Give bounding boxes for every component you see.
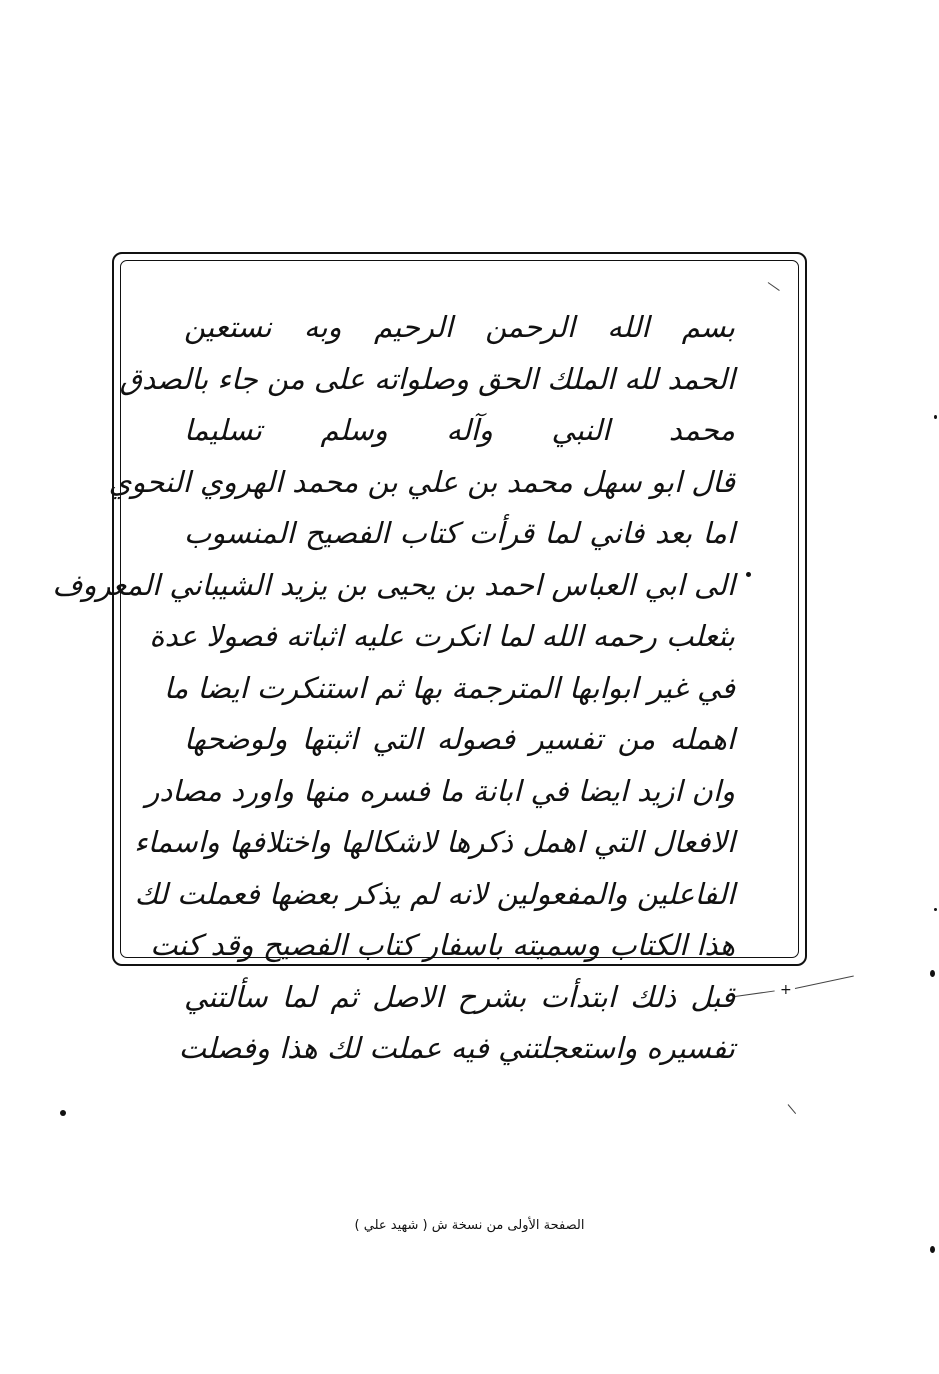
margin-stroke: [735, 990, 775, 997]
margin-stroke: [788, 1104, 796, 1114]
manuscript-line-5: اما بعد فاني لما قرأت كتاب الفصيح المنسوب: [184, 516, 735, 550]
scan-speck: [930, 970, 935, 977]
scan-speck: [60, 1110, 66, 1116]
manuscript-line-10: وان ازيد ايضا في ابانة ما فسره منها واورد مصادر: [145, 773, 735, 808]
page-caption: الصفحة الأولى من نسخة ش ( شهيد علي ): [354, 1218, 585, 1233]
margin-stroke: [795, 976, 854, 989]
manuscript-line-14: قبل ذلك ابتدأت بشرح الاصل ثم لما سألتني: [184, 979, 735, 1014]
scan-speck: [934, 908, 937, 911]
margin-cross-mark: +: [780, 982, 792, 998]
manuscript-line-2: الحمد لله الملك الحق وصلواته على من جاء بالصدق: [119, 361, 735, 396]
manuscript-line-9: اهمله من تفسير فصوله التي اثبتها ولوضحها: [184, 722, 735, 756]
manuscript-line-11: الافعال التي اهمل ذكرها لاشكالها واختلافها واسماء: [134, 825, 735, 859]
manuscript-line-15: تفسيره واستعجلتني فيه عملت لك هذا وفصلت: [178, 1031, 735, 1065]
manuscript-line-7: بثعلب رحمه الله لما انكرت عليه اثباته فصولا عدة: [149, 619, 735, 653]
manuscript-text: [52, 302, 735, 1075]
manuscript-line-6: الى ابي العباس احمد بن يحيى بن يزيد الشيباني المعروف: [52, 567, 735, 602]
manuscript-line-4: قال ابو سهل محمد بن علي بن محمد الهروي النحوي: [108, 464, 735, 499]
scan-speck: [746, 572, 751, 577]
scan-speck: [934, 415, 937, 419]
manuscript-line-13: هذا الكتاب وسميته باسفار كتاب الفصيح وقد كنت: [150, 928, 735, 962]
manuscript-line-1: بسم الله الرحمن الرحيم وبه نستعين: [184, 310, 735, 344]
manuscript-frame: [52, 252, 807, 1065]
manuscript-line-8: في غير ابوابها المترجمة بها ثم استنكرت ايضا ما: [163, 670, 735, 705]
manuscript-line-3: محمد النبي وآله وسلم تسليما: [184, 413, 735, 447]
scan-speck: [930, 1246, 935, 1253]
manuscript-line-12: الفاعلين والمفعولين لانه لم يذكر بعضها فعملت لك: [134, 876, 735, 911]
